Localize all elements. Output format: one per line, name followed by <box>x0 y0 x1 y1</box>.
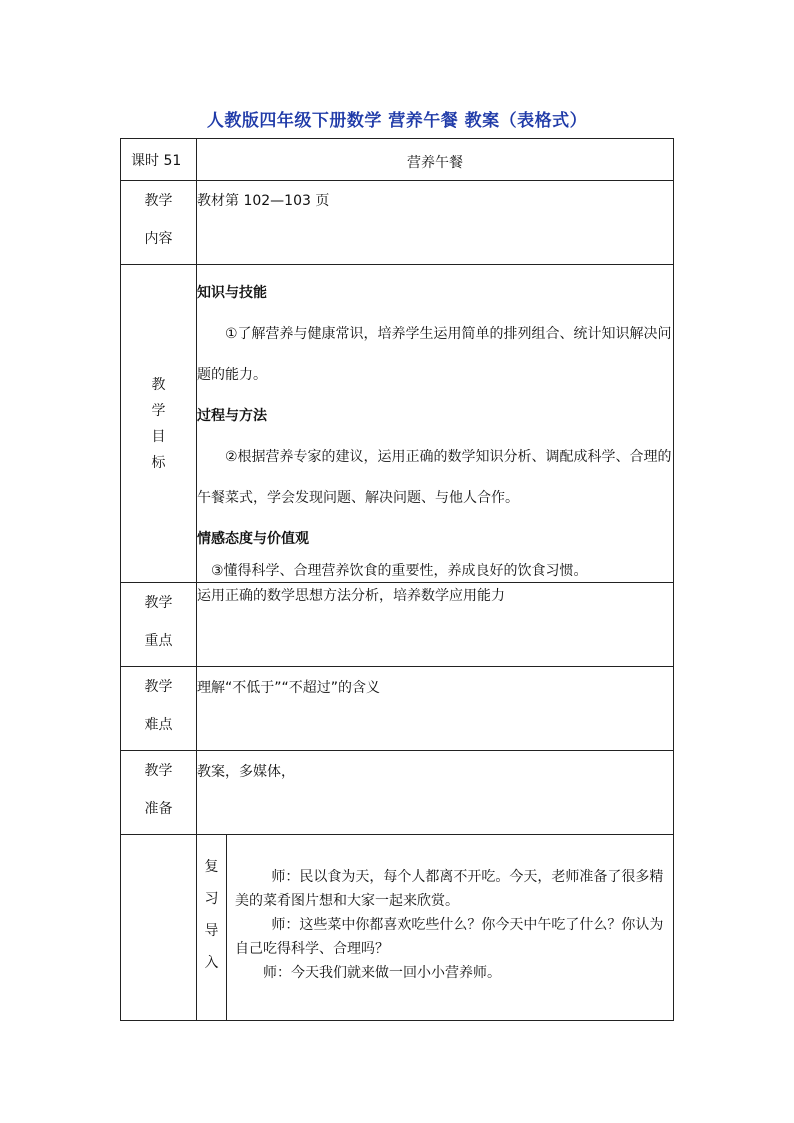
row-key <box>121 583 674 667</box>
key-label-line-1: 教学 <box>144 595 173 611</box>
preparation-label-line-1: 教学 <box>144 763 173 779</box>
content-value: 教材第 102—103 页 <box>197 193 330 209</box>
intro-text-cell <box>227 835 674 1021</box>
difficulty-label-line-2: 难点 <box>144 717 173 733</box>
lesson-topic: 营养午餐 <box>407 155 463 171</box>
key-value-cell <box>197 583 674 667</box>
objective-text-process: ②根据营养专家的建议，运用正确的数学知识分析、调配成科学、合理的午餐菜式，学会发现问题、解决问题、与他人合作。 <box>197 449 672 506</box>
intro-line-3: 师：今天我们就来做一回小小营养师。 <box>263 965 501 981</box>
objectives-label-char-1: 教 <box>151 376 166 393</box>
content-value-cell <box>197 181 674 265</box>
lesson-label: 课时 51 <box>131 153 182 169</box>
intro-label-char-2: 习 <box>204 891 219 907</box>
row-preparation <box>121 751 674 835</box>
intro-label-cell <box>197 835 227 1021</box>
objectives-label-cell <box>121 265 197 583</box>
objectives-value-cell <box>197 265 674 583</box>
content-label-cell <box>121 181 197 265</box>
intro-blank-cell <box>121 835 197 1021</box>
intro-label-char-4: 入 <box>204 955 219 971</box>
preparation-label-line-2: 准备 <box>144 801 173 817</box>
intro-label-char-3: 导 <box>204 923 219 939</box>
intro-line-2: 师：这些菜中你都喜欢吃些什么？你今天中午吃了什么？你认为自己吃得科学、合理吗？ <box>235 917 664 957</box>
objective-heading-knowledge: 知识与技能 <box>197 285 267 301</box>
key-value: 运用正确的数学思想方法分析，培养数学应用能力 <box>197 588 505 604</box>
objectives-label-char-2: 学 <box>151 402 166 419</box>
content-label-line-2: 内容 <box>144 231 173 247</box>
intro-line-1: 师：民以食为天，每个人都离不开吃。今天，老师准备了很多精美的菜肴图片想和大家一起来欣赏。 <box>235 869 664 909</box>
preparation-value-cell <box>197 751 674 835</box>
lesson-value-cell <box>197 139 674 181</box>
key-label-cell <box>121 583 197 667</box>
row-objectives <box>121 265 674 583</box>
row-lesson <box>121 139 674 181</box>
row-content <box>121 181 674 265</box>
content-label-line-1: 教学 <box>144 193 173 209</box>
lesson-label-cell <box>121 139 197 181</box>
difficulty-label-line-1: 教学 <box>144 679 173 695</box>
difficulty-value: 理解“不低于”“不超过”的含义 <box>197 680 381 696</box>
objectives-label-char-4: 标 <box>151 454 166 471</box>
intro-label-char-1: 复 <box>204 859 219 875</box>
lesson-plan-table <box>120 138 674 1021</box>
document-title: 人教版四年级下册数学 营养午餐 教案（表格式） <box>206 111 588 131</box>
objective-text-knowledge: ①了解营养与健康常识，培养学生运用简单的排列组合、统计知识解决问题的能力。 <box>197 326 672 383</box>
difficulty-label-cell <box>121 667 197 751</box>
objectives-label-char-3: 目 <box>151 428 166 445</box>
key-label-line-2: 重点 <box>144 633 173 649</box>
preparation-value: 教案，多媒体， <box>197 764 295 780</box>
objective-heading-process: 过程与方法 <box>197 408 267 424</box>
objective-text-attitude: ③懂得科学、合理营养饮食的重要性，养成良好的饮食习惯。 <box>211 563 588 579</box>
objective-heading-attitude: 情感态度与价值观 <box>197 531 309 547</box>
difficulty-value-cell <box>197 667 674 751</box>
row-difficulty <box>121 667 674 751</box>
row-intro <box>121 835 674 1021</box>
preparation-label-cell <box>121 751 197 835</box>
